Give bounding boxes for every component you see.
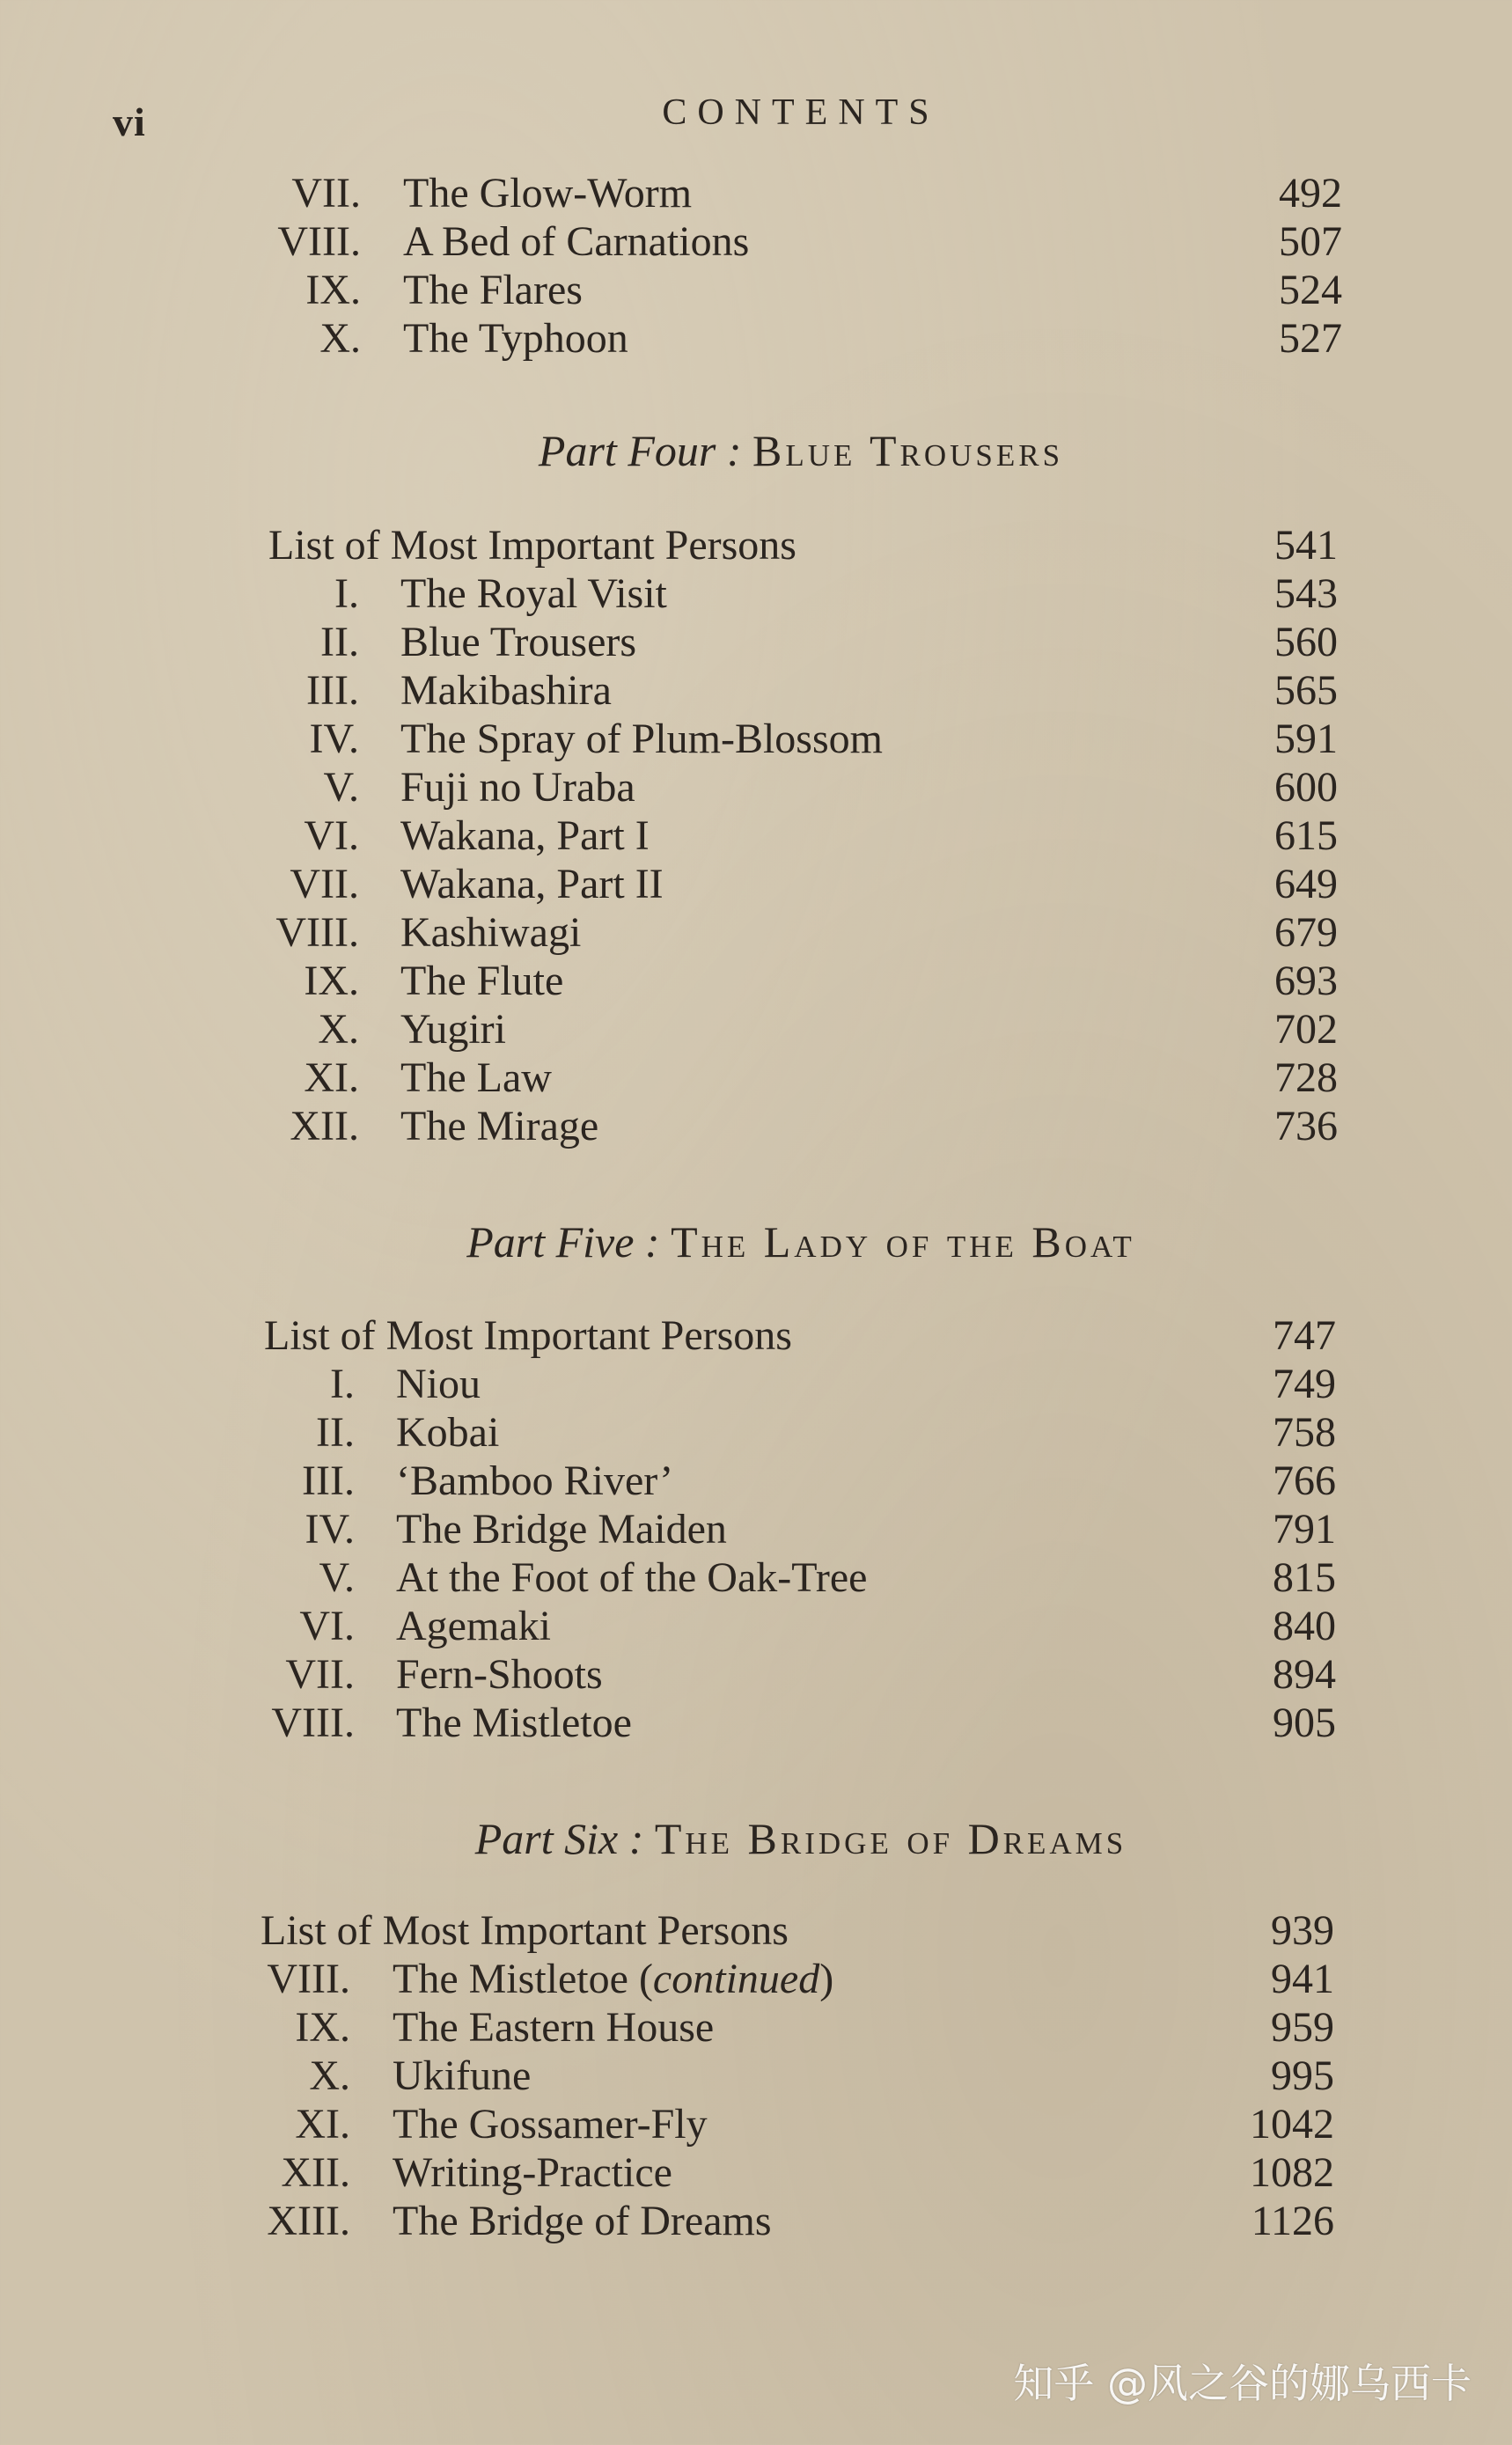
- page-ref: 959: [1271, 2004, 1334, 2051]
- toc-entry[interactable]: [0, 1408, 1512, 1457]
- page-ref: 941: [1271, 1956, 1334, 2002]
- toc-entry[interactable]: [0, 266, 1512, 315]
- chapter-title: Fuji no Uraba: [400, 764, 635, 811]
- toc-entry[interactable]: [0, 1553, 1512, 1603]
- chapter-number: I.: [334, 570, 359, 617]
- page-ref: 995: [1271, 2052, 1334, 2099]
- chapter-number: XI.: [295, 2101, 350, 2148]
- chapter-number: VIII.: [271, 1700, 355, 1746]
- chapter-title: Niou: [396, 1361, 481, 1407]
- chapter-number: I.: [330, 1361, 355, 1407]
- page-ref: 1042: [1250, 2101, 1334, 2148]
- list-title: List of Most Important Persons: [264, 1312, 792, 1359]
- chapter-number: X.: [318, 1006, 359, 1053]
- chapter-number: IV.: [305, 1506, 355, 1553]
- chapter-title: Blue Trousers: [400, 619, 637, 665]
- toc-entry[interactable]: [0, 1602, 1512, 1651]
- page-ref: 507: [1279, 218, 1342, 265]
- page-ref: 905: [1273, 1700, 1336, 1746]
- chapter-number: III.: [302, 1457, 355, 1504]
- page-ref: 693: [1274, 958, 1338, 1004]
- chapter-title: Wakana, Part II: [400, 861, 664, 907]
- toc-entry[interactable]: [0, 2197, 1512, 2246]
- chapter-number: IX.: [295, 2004, 350, 2051]
- chapter-title: Fern-Shoots: [396, 1651, 603, 1698]
- toc-entry[interactable]: [0, 957, 1512, 1006]
- running-head: CONTENTS: [662, 92, 940, 133]
- chapter-number: II.: [316, 1409, 355, 1456]
- chapter-title: The Typhoon: [403, 315, 628, 362]
- part-name: The Bridge of Dreams: [654, 1814, 1127, 1863]
- chapter-title: Kobai: [396, 1409, 500, 1456]
- chapter-number: VII.: [290, 861, 359, 907]
- page-ref: 649: [1274, 861, 1338, 907]
- page-ref: 492: [1279, 170, 1342, 217]
- page-ref: 815: [1273, 1554, 1336, 1601]
- chapter-title: Kashiwagi: [400, 909, 582, 956]
- toc-entry[interactable]: [0, 1955, 1512, 2004]
- page-ref: 591: [1274, 716, 1338, 762]
- toc-entry[interactable]: [0, 217, 1512, 267]
- chapter-title: The Gossamer-Fly: [393, 2101, 708, 2148]
- toc-entry[interactable]: [0, 1505, 1512, 1554]
- page-ref: 524: [1279, 267, 1342, 313]
- chapter-number: V.: [319, 1554, 355, 1601]
- chapter-number: XII.: [290, 1103, 359, 1149]
- toc-entry[interactable]: [0, 666, 1512, 716]
- chapter-title: ‘Bamboo River’: [396, 1457, 674, 1504]
- chapter-title: Wakana, Part I: [400, 812, 650, 859]
- toc-entry[interactable]: [0, 2052, 1512, 2101]
- page-ref: 939: [1271, 1907, 1334, 1954]
- chapter-title: The Mistletoe: [396, 1700, 632, 1746]
- page-ref: 615: [1274, 812, 1338, 859]
- part-separator: :: [716, 426, 752, 475]
- chapter-number: VII.: [291, 170, 361, 217]
- chapter-number: IX.: [304, 958, 359, 1004]
- toc-entry-list[interactable]: [0, 521, 1512, 570]
- toc-entry[interactable]: [0, 908, 1512, 958]
- chapter-number: XII.: [281, 2149, 350, 2196]
- page-ref: 758: [1273, 1409, 1336, 1456]
- chapter-title: Ukifune: [393, 2052, 532, 2099]
- chapter-title: Yugiri: [400, 1006, 506, 1053]
- chapter-number: XIII.: [267, 2198, 350, 2244]
- chapter-number: VIII.: [267, 1956, 350, 2002]
- page-ref: 527: [1279, 315, 1342, 362]
- page-number: vi: [113, 99, 146, 144]
- toc-entry[interactable]: [0, 811, 1512, 861]
- chapter-number: IX.: [305, 267, 361, 313]
- chapter-title-main: The Mistletoe: [393, 1956, 628, 2002]
- toc-entry[interactable]: [0, 2148, 1512, 2198]
- chapter-title: The Mirage: [400, 1103, 599, 1149]
- page-ref: 543: [1274, 570, 1338, 617]
- chapter-title: The Royal Visit: [400, 570, 667, 617]
- page-ref: 894: [1273, 1651, 1336, 1698]
- part-name: The Lady of the Boat: [671, 1217, 1135, 1267]
- toc-entry-list[interactable]: [0, 1906, 1512, 1956]
- chapter-title: The Bridge of Dreams: [393, 2198, 772, 2244]
- chapter-number: X.: [309, 2052, 350, 2099]
- page-ref: 600: [1274, 764, 1338, 811]
- chapter-number: III.: [306, 667, 359, 714]
- chapter-title: The Law: [400, 1054, 552, 1101]
- chapter-title: The Spray of Plum-Blossom: [400, 716, 883, 762]
- page-ref: 749: [1273, 1361, 1336, 1407]
- chapter-number: X.: [319, 315, 361, 362]
- page-ref: 1082: [1250, 2149, 1334, 2196]
- toc-entry[interactable]: [0, 1360, 1512, 1409]
- chapter-title: The Eastern House: [393, 2004, 715, 2051]
- toc-entry[interactable]: [0, 1102, 1512, 1151]
- toc-entry[interactable]: [0, 618, 1512, 667]
- toc-entry[interactable]: [0, 1054, 1512, 1103]
- chapter-title: The Glow-Worm: [403, 170, 693, 217]
- toc-entry[interactable]: [0, 763, 1512, 812]
- chapter-title-suffix: continued: [652, 1956, 820, 2002]
- chapter-title: Writing-Practice: [393, 2149, 672, 2196]
- page-ref: 747: [1273, 1312, 1336, 1359]
- chapter-number: VI.: [299, 1603, 355, 1649]
- chapter-number: VI.: [304, 812, 359, 859]
- toc-entry[interactable]: [0, 1457, 1512, 1506]
- page-ref: 840: [1273, 1603, 1336, 1649]
- toc-entry[interactable]: [0, 715, 1512, 764]
- part-heading: [0, 1216, 1512, 1267]
- part-label: Part Six: [474, 1814, 619, 1863]
- page-ref: 702: [1274, 1006, 1338, 1053]
- chapter-number: II.: [320, 619, 359, 665]
- chapter-title: Makibashira: [400, 667, 612, 714]
- toc-entry[interactable]: [0, 1650, 1512, 1700]
- toc-entry[interactable]: [0, 860, 1512, 909]
- chapter-number: V.: [323, 764, 359, 811]
- chapter-title: Agemaki: [396, 1603, 551, 1649]
- page-ref: 560: [1274, 619, 1338, 665]
- part-name: Blue Trousers: [752, 426, 1064, 475]
- page-ref: 565: [1274, 667, 1338, 714]
- part-heading: [0, 1813, 1512, 1864]
- toc-entry[interactable]: [0, 1005, 1512, 1054]
- page-ref: 679: [1274, 909, 1338, 956]
- chapter-title: The Bridge Maiden: [396, 1506, 727, 1553]
- part-heading: [0, 425, 1512, 476]
- page-ref: 791: [1273, 1506, 1336, 1553]
- chapter-number: XI.: [304, 1054, 359, 1101]
- chapter-title: A Bed of Carnations: [403, 218, 750, 265]
- list-title: List of Most Important Persons: [268, 522, 796, 569]
- list-title: List of Most Important Persons: [261, 1907, 789, 1954]
- chapter-number: VIII.: [277, 218, 361, 265]
- toc-entry[interactable]: [0, 2003, 1512, 2052]
- page-ref: 736: [1274, 1103, 1338, 1149]
- toc-entry-list[interactable]: [0, 1311, 1512, 1361]
- page-ref: 1126: [1251, 2198, 1334, 2244]
- toc-entry[interactable]: [0, 169, 1512, 218]
- chapter-title: The Mistletoe (continued): [393, 1956, 834, 2002]
- page-ref: 728: [1274, 1054, 1338, 1101]
- page-ref: 766: [1273, 1457, 1336, 1504]
- toc-entry[interactable]: [0, 569, 1512, 619]
- part-label: Part Five: [466, 1217, 635, 1267]
- chapter-number: IV.: [309, 716, 359, 762]
- toc-entry[interactable]: [0, 2100, 1512, 2149]
- watermark-text: 知乎 @风之谷的娜乌西卡: [1013, 2360, 1472, 2407]
- page-ref: 541: [1274, 522, 1338, 569]
- chapter-title: The Flute: [400, 958, 564, 1004]
- part-separator: :: [634, 1217, 672, 1267]
- chapter-number: VII.: [285, 1651, 355, 1698]
- part-label: Part Four: [538, 426, 716, 475]
- chapter-title: The Flares: [403, 267, 583, 313]
- chapter-number: VIII.: [275, 909, 359, 956]
- toc-entry[interactable]: [0, 1699, 1512, 1748]
- part-separator: :: [618, 1814, 655, 1863]
- toc-entry[interactable]: [0, 314, 1512, 363]
- chapter-title: At the Foot of the Oak-Tree: [396, 1554, 868, 1601]
